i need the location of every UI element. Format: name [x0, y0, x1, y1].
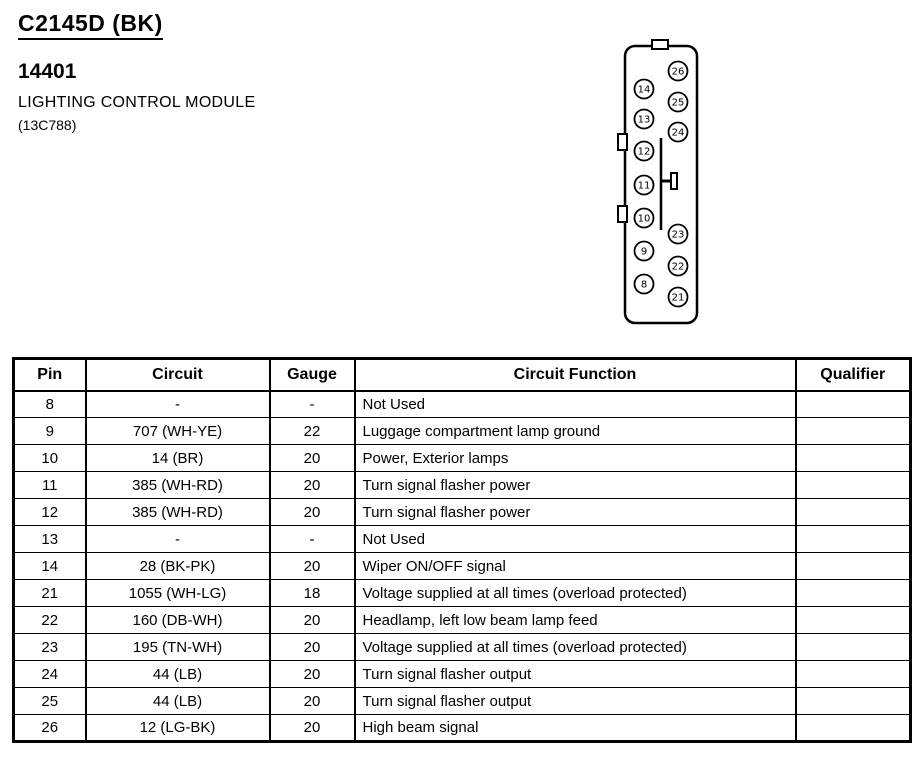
gauge-cell: 22: [270, 418, 355, 445]
circuit-cell: 195 (TN-WH): [86, 634, 270, 661]
qualifier-cell: [796, 688, 911, 715]
circuit-function-cell: Voltage supplied at all times (overload protected): [355, 580, 796, 607]
gauge-cell: 20: [270, 445, 355, 472]
qualifier-cell: [796, 634, 911, 661]
pin-cell: 13: [14, 526, 86, 553]
table-row: [14, 472, 911, 499]
connector-pin: [669, 288, 688, 307]
connector-pin: [669, 123, 688, 142]
table-row: [14, 391, 911, 418]
gauge-cell: 20: [270, 607, 355, 634]
svg-text:26: 26: [671, 66, 685, 78]
table-row: [14, 418, 911, 445]
svg-text:8: 8: [640, 279, 648, 291]
svg-text:21: 21: [671, 292, 685, 304]
gauge-cell: 20: [270, 553, 355, 580]
circuit-function-cell: Turn signal flasher output: [355, 688, 796, 715]
circuit-function-cell: Not Used: [355, 526, 796, 553]
gauge-cell: 18: [270, 580, 355, 607]
connector-pin: [635, 80, 654, 99]
pin-cell: 25: [14, 688, 86, 715]
col-header-qualifier: Qualifier: [796, 359, 911, 391]
gauge-cell: 20: [270, 715, 355, 742]
qualifier-cell: [796, 499, 911, 526]
qualifier-cell: [796, 472, 911, 499]
module-name: LIGHTING CONTROL MODULE: [18, 94, 256, 111]
svg-text:9: 9: [640, 246, 648, 258]
circuit-function-cell: High beam signal: [355, 715, 796, 742]
pin-cell: 22: [14, 607, 86, 634]
pin-cell: 8: [14, 391, 86, 418]
connector-pin: [635, 275, 654, 294]
svg-text:11: 11: [637, 180, 651, 192]
table-row: [14, 634, 911, 661]
connector-left-tab-upper: [618, 134, 627, 150]
table-row: [14, 445, 911, 472]
connector-pin: [635, 110, 654, 129]
pin-cell: 26: [14, 715, 86, 742]
circuit-function-cell: Turn signal flasher output: [355, 661, 796, 688]
circuit-cell: -: [86, 526, 270, 553]
table-row: [14, 499, 911, 526]
circuit-cell: 1055 (WH-LG): [86, 580, 270, 607]
table-row: [14, 580, 911, 607]
svg-text:24: 24: [671, 127, 685, 139]
qualifier-cell: [796, 607, 911, 634]
circuit-cell: -: [86, 391, 270, 418]
connector-pin: [635, 242, 654, 261]
svg-text:14: 14: [637, 84, 651, 96]
qualifier-cell: [796, 580, 911, 607]
circuit-cell: 160 (DB-WH): [86, 607, 270, 634]
qualifier-cell: [796, 715, 911, 742]
connector-body: [618, 40, 697, 323]
table-row: [14, 661, 911, 688]
gauge-cell: -: [270, 391, 355, 418]
col-header-gauge: Gauge: [270, 359, 355, 391]
table-row: [14, 607, 911, 634]
table-row: [14, 553, 911, 580]
col-header-pin: Pin: [14, 359, 86, 391]
circuit-function-cell: Turn signal flasher power: [355, 499, 796, 526]
connector-top-tab: [652, 40, 668, 49]
connector-id-title: C2145D (BK): [18, 10, 163, 40]
circuit-function-cell: Power, Exterior lamps: [355, 445, 796, 472]
svg-text:12: 12: [637, 146, 651, 158]
table-row: [14, 715, 911, 742]
qualifier-cell: [796, 418, 911, 445]
circuit-cell: 385 (WH-RD): [86, 472, 270, 499]
col-header-circuit-function: Circuit Function: [355, 359, 796, 391]
circuit-cell: 44 (LB): [86, 688, 270, 715]
qualifier-cell: [796, 445, 911, 472]
circuit-cell: 707 (WH-YE): [86, 418, 270, 445]
svg-text:25: 25: [671, 97, 685, 109]
circuit-cell: 28 (BK-PK): [86, 553, 270, 580]
connector-pin: [635, 209, 654, 228]
pin-cell: 21: [14, 580, 86, 607]
circuit-cell: 385 (WH-RD): [86, 499, 270, 526]
gauge-cell: 20: [270, 499, 355, 526]
pin-cell: 24: [14, 661, 86, 688]
qualifier-cell: [796, 553, 911, 580]
circuit-function-cell: Not Used: [355, 391, 796, 418]
circuit-cell: 14 (BR): [86, 445, 270, 472]
gauge-cell: 20: [270, 472, 355, 499]
connector-pin: [669, 62, 688, 81]
svg-text:13: 13: [637, 114, 651, 126]
gauge-cell: 20: [270, 661, 355, 688]
table-row: [14, 688, 911, 715]
pin-cell: 11: [14, 472, 86, 499]
connector-pin: [669, 93, 688, 112]
connector-pin: [635, 176, 654, 195]
col-header-circuit: Circuit: [86, 359, 270, 391]
connector-diagram: [612, 38, 707, 333]
connector-pin: [635, 142, 654, 161]
qualifier-cell: [796, 661, 911, 688]
pin-cell: 9: [14, 418, 86, 445]
circuit-function-cell: Luggage compartment lamp ground: [355, 418, 796, 445]
connector-pin: [669, 225, 688, 244]
pin-cell: 23: [14, 634, 86, 661]
svg-text:23: 23: [671, 229, 685, 241]
circuit-function-cell: Headlamp, left low beam lamp feed: [355, 607, 796, 634]
gauge-cell: 20: [270, 634, 355, 661]
qualifier-cell: [796, 526, 911, 553]
gauge-cell: -: [270, 526, 355, 553]
circuit-cell: 12 (LG-BK): [86, 715, 270, 742]
part-number: 14401: [18, 60, 77, 83]
pinout-table: [12, 357, 912, 743]
svg-text:10: 10: [637, 213, 651, 225]
connector-pin: [669, 257, 688, 276]
table-row: [14, 526, 911, 553]
pin-cell: 14: [14, 553, 86, 580]
circuit-cell: 44 (LB): [86, 661, 270, 688]
connector-left-tab-lower: [618, 206, 627, 222]
pin-cell: 12: [14, 499, 86, 526]
connector-key-tab: [671, 173, 677, 189]
pin-cell: 10: [14, 445, 86, 472]
circuit-function-cell: Turn signal flasher power: [355, 472, 796, 499]
circuit-function-cell: Voltage supplied at all times (overload protected): [355, 634, 796, 661]
table-header-row: [14, 359, 911, 391]
circuit-function-cell: Wiper ON/OFF signal: [355, 553, 796, 580]
svg-text:22: 22: [671, 261, 685, 273]
qualifier-cell: [796, 391, 911, 418]
part-code: (13C788): [18, 117, 77, 133]
gauge-cell: 20: [270, 688, 355, 715]
